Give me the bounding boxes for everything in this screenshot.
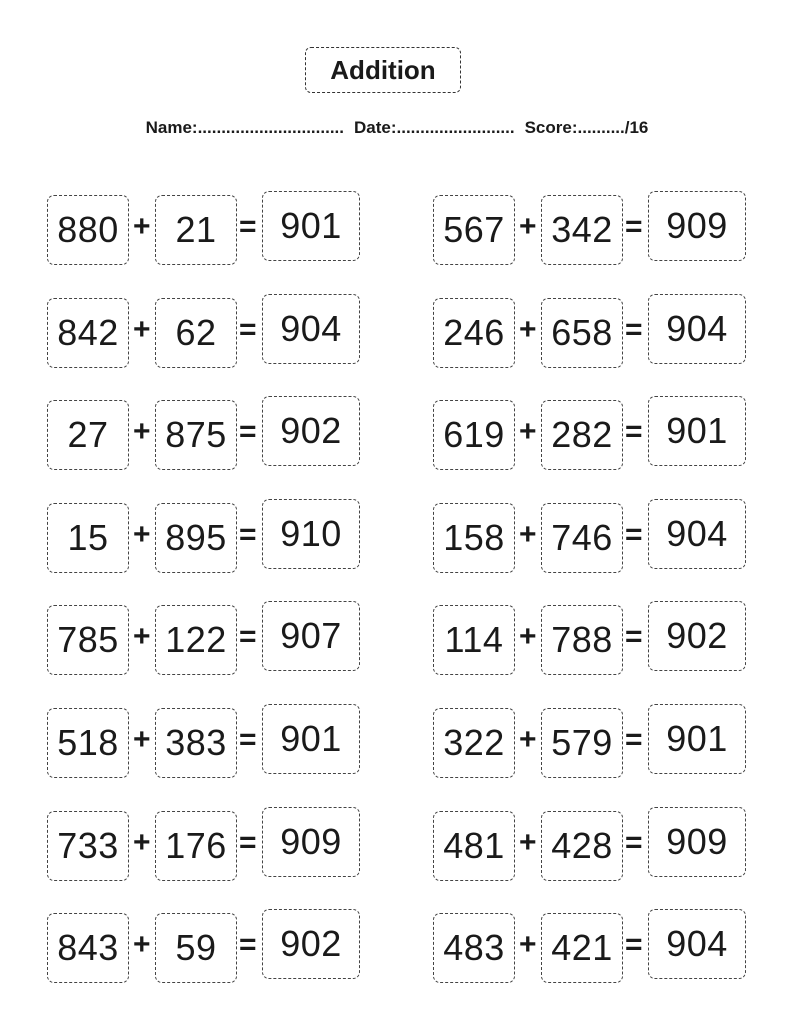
equals-sign: = [625, 210, 643, 243]
plus-sign: + [133, 210, 151, 243]
addend-box: 843 [47, 913, 129, 983]
plus-sign: + [519, 313, 537, 346]
addend-box: 842 [47, 298, 129, 368]
addend-box: 59 [155, 913, 237, 983]
addend-box: 788 [541, 605, 623, 675]
addend-box: 62 [155, 298, 237, 368]
plus-sign: + [133, 620, 151, 653]
sum-box: 904 [648, 909, 746, 979]
addend-box: 114 [433, 605, 515, 675]
problem-row [47, 601, 367, 675]
sum-box: 901 [262, 704, 360, 774]
sum-box: 902 [262, 396, 360, 466]
plus-sign: + [519, 518, 537, 551]
equals-sign: = [239, 415, 257, 448]
addend-box: 246 [433, 298, 515, 368]
problem-row [433, 807, 753, 881]
sum-box: 910 [262, 499, 360, 569]
student-info-line [0, 118, 794, 138]
plus-sign: + [519, 415, 537, 448]
problem-row [433, 704, 753, 778]
worksheet-title: Addition [305, 47, 461, 93]
plus-sign: + [133, 723, 151, 756]
sum-box: 909 [262, 807, 360, 877]
problem-row [433, 396, 753, 470]
plus-sign: + [519, 723, 537, 756]
problem-row [433, 601, 753, 675]
equals-sign: = [239, 210, 257, 243]
equals-sign: = [625, 415, 643, 448]
plus-sign: + [133, 518, 151, 551]
addend-box: 158 [433, 503, 515, 573]
problem-row [47, 499, 367, 573]
plus-sign: + [133, 415, 151, 448]
equals-sign: = [239, 518, 257, 551]
problem-row [47, 704, 367, 778]
problem-row [47, 909, 367, 983]
plus-sign: + [133, 313, 151, 346]
addend-box: 322 [433, 708, 515, 778]
plus-sign: + [133, 826, 151, 859]
equals-sign: = [239, 723, 257, 756]
sum-box: 901 [648, 704, 746, 774]
addend-box: 746 [541, 503, 623, 573]
plus-sign: + [519, 826, 537, 859]
addend-box: 15 [47, 503, 129, 573]
problem-row [433, 909, 753, 983]
addend-box: 483 [433, 913, 515, 983]
sum-box: 902 [648, 601, 746, 671]
addend-box: 579 [541, 708, 623, 778]
sum-box: 904 [648, 499, 746, 569]
addend-box: 383 [155, 708, 237, 778]
sum-box: 902 [262, 909, 360, 979]
problem-row [47, 396, 367, 470]
addend-box: 282 [541, 400, 623, 470]
score-field[interactable]: Score:........../16 [524, 118, 649, 137]
problem-row [47, 807, 367, 881]
equals-sign: = [625, 518, 643, 551]
addend-box: 658 [541, 298, 623, 368]
addend-box: 27 [47, 400, 129, 470]
plus-sign: + [519, 210, 537, 243]
sum-box: 904 [262, 294, 360, 364]
equals-sign: = [239, 826, 257, 859]
equals-sign: = [239, 928, 257, 961]
addend-box: 342 [541, 195, 623, 265]
addend-box: 785 [47, 605, 129, 675]
equals-sign: = [239, 313, 257, 346]
equals-sign: = [625, 313, 643, 346]
plus-sign: + [519, 620, 537, 653]
addend-box: 895 [155, 503, 237, 573]
sum-box: 909 [648, 191, 746, 261]
equals-sign: = [625, 928, 643, 961]
equals-sign: = [625, 826, 643, 859]
addend-box: 122 [155, 605, 237, 675]
problem-row [433, 191, 753, 265]
sum-box: 909 [648, 807, 746, 877]
sum-box: 901 [648, 396, 746, 466]
plus-sign: + [133, 928, 151, 961]
date-field[interactable]: Date:......................... [354, 118, 515, 137]
sum-box: 907 [262, 601, 360, 671]
problem-row [433, 294, 753, 368]
equals-sign: = [625, 723, 643, 756]
sum-box: 901 [262, 191, 360, 261]
addend-box: 428 [541, 811, 623, 881]
sum-box: 904 [648, 294, 746, 364]
problem-row [47, 191, 367, 265]
addend-box: 880 [47, 195, 129, 265]
problem-row [433, 499, 753, 573]
name-field[interactable]: Name:............................... [145, 118, 344, 137]
plus-sign: + [519, 928, 537, 961]
problem-row [47, 294, 367, 368]
equals-sign: = [239, 620, 257, 653]
addend-box: 567 [433, 195, 515, 265]
addend-box: 875 [155, 400, 237, 470]
addend-box: 733 [47, 811, 129, 881]
addend-box: 619 [433, 400, 515, 470]
addend-box: 21 [155, 195, 237, 265]
addend-box: 176 [155, 811, 237, 881]
addend-box: 481 [433, 811, 515, 881]
equals-sign: = [625, 620, 643, 653]
addend-box: 421 [541, 913, 623, 983]
addend-box: 518 [47, 708, 129, 778]
